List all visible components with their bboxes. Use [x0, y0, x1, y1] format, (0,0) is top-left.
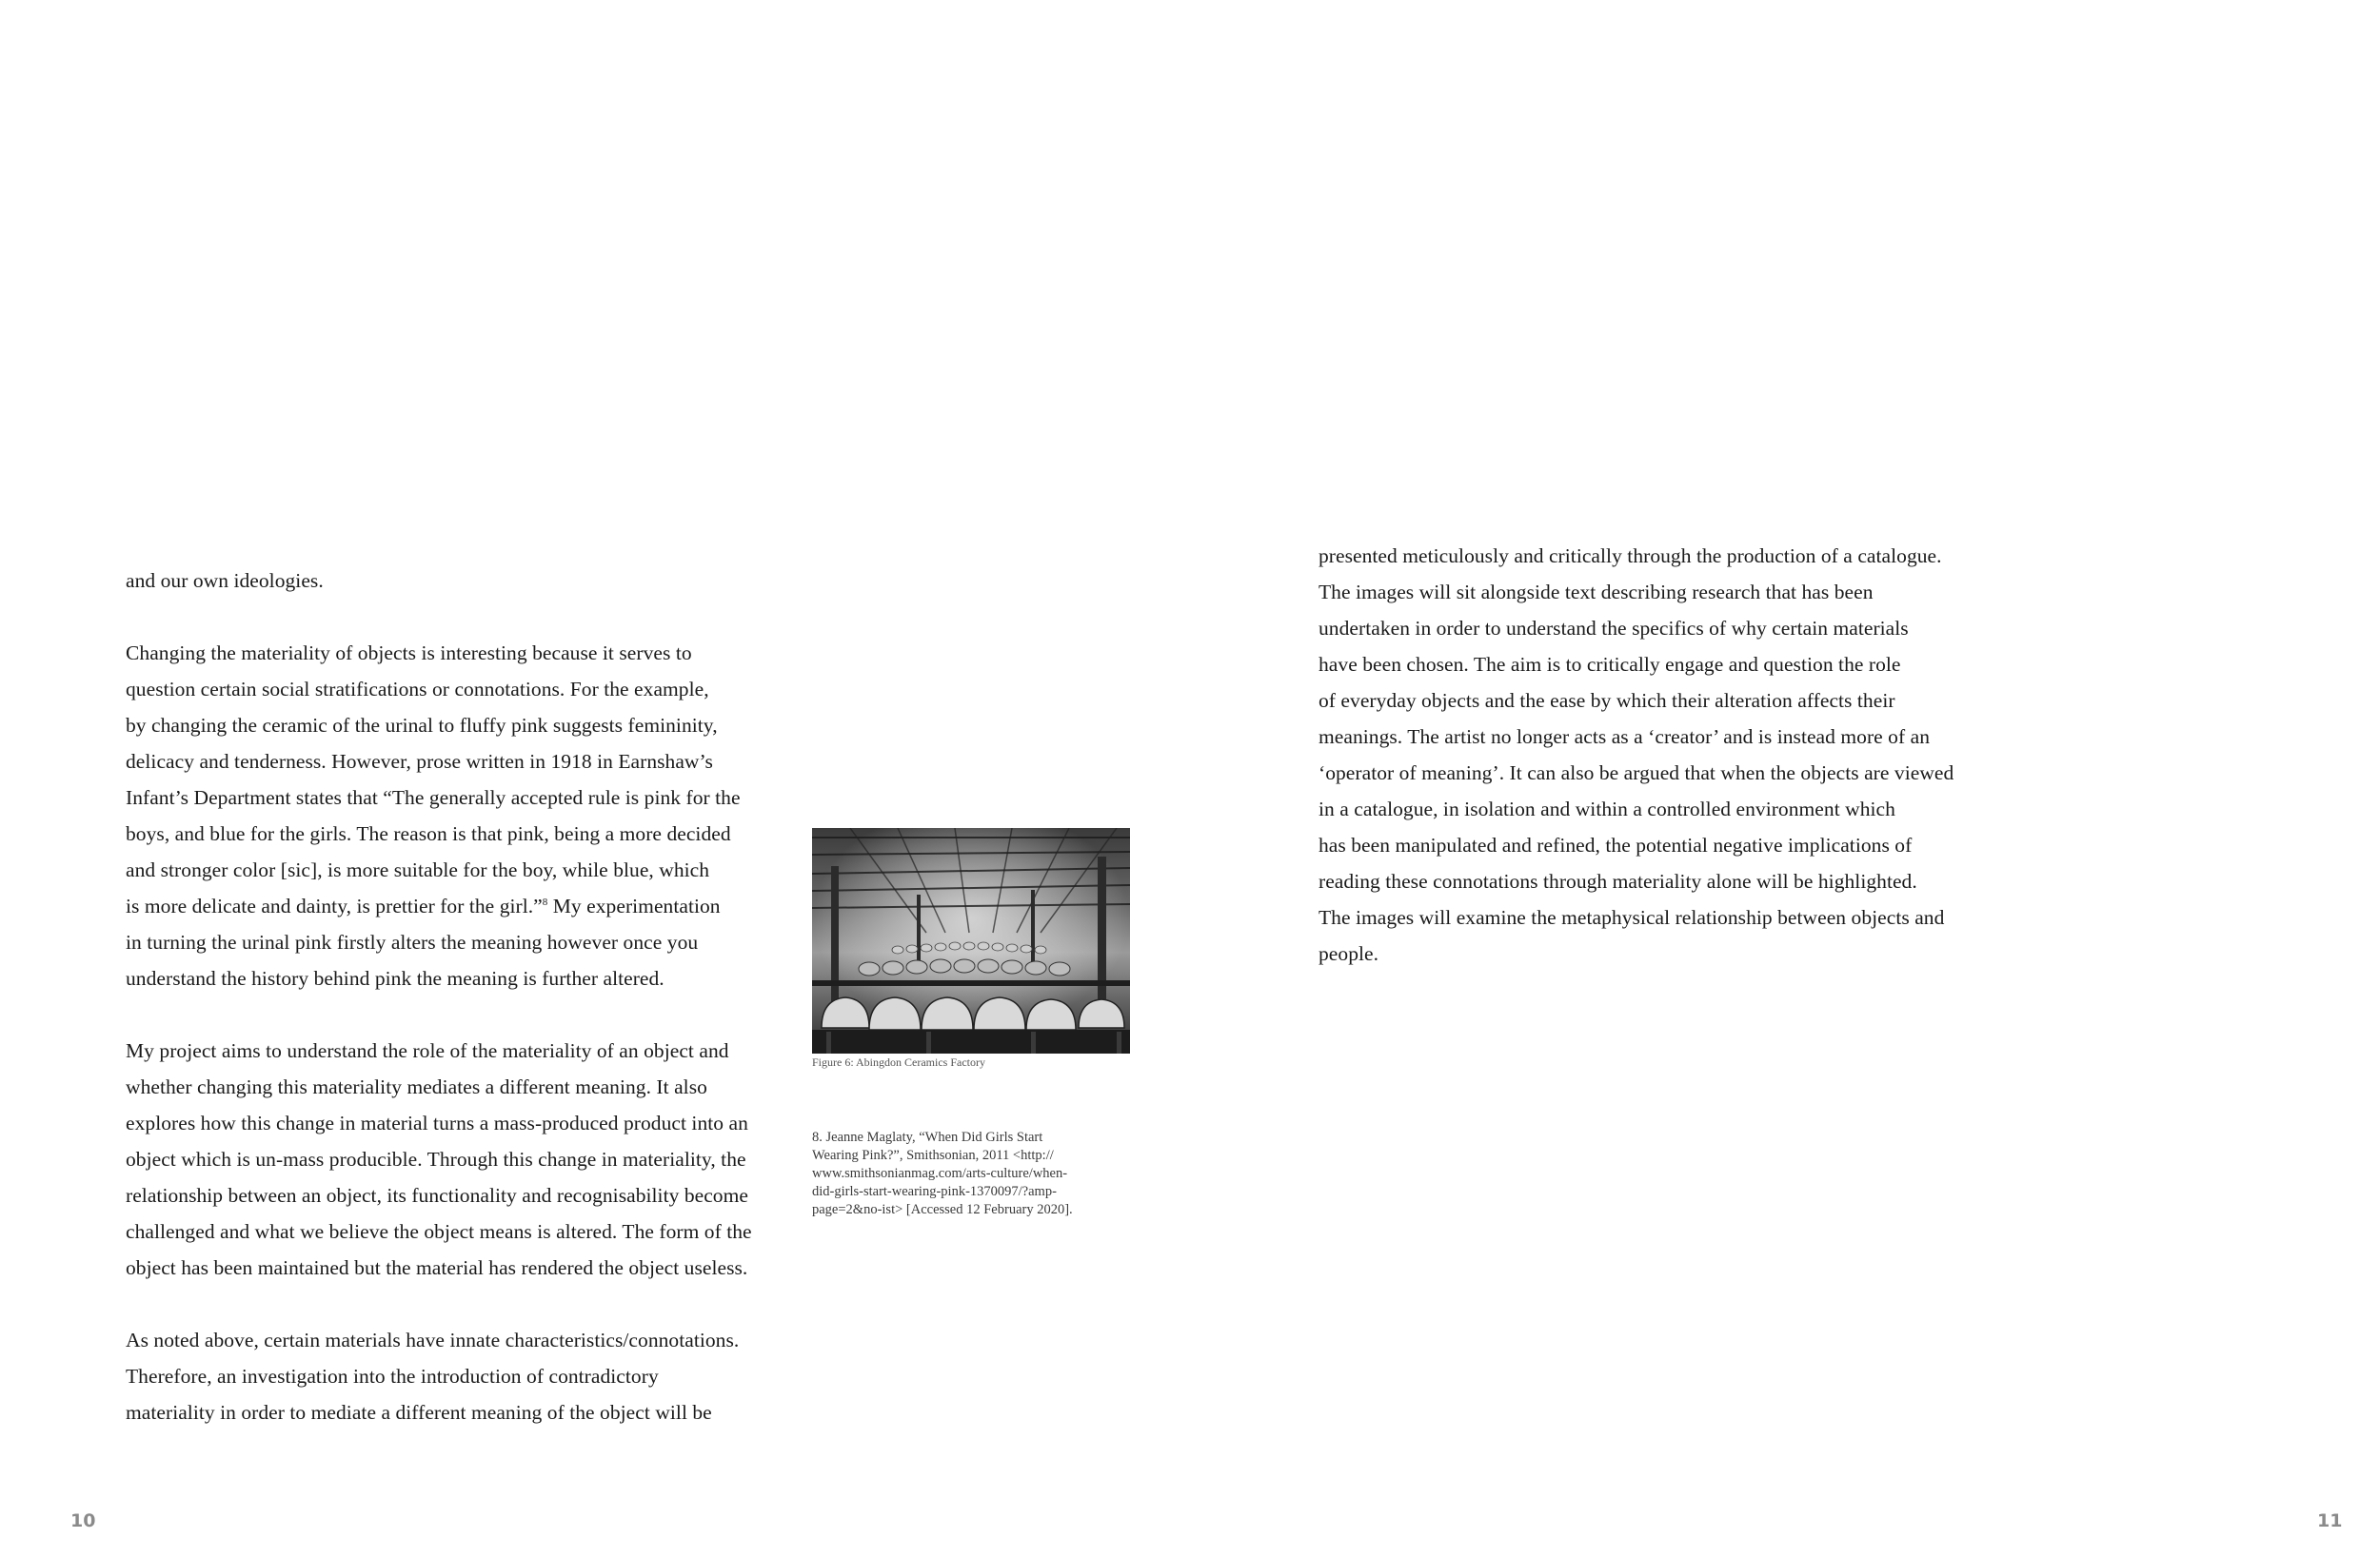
text-line: Therefore, an investigation into the introduction of contradictory: [126, 1365, 659, 1388]
text-line: As noted above, certain materials have innate characteristics/connotations.: [126, 1329, 740, 1351]
footnote-marker: 8: [542, 897, 548, 908]
footnote-line: 8. Jeanne Maglaty, “When Did Girls Start: [812, 1130, 1043, 1145]
text-line: explores how this change in material turns a mass-produced product into an: [126, 1112, 748, 1134]
factory-photo: [812, 828, 1130, 1054]
text-line: have been chosen. The aim is to critically engage and question the role: [1319, 653, 1901, 676]
figure-caption: Figure 6: Abingdon Ceramics Factory: [812, 1055, 985, 1069]
text-line: presented meticulously and critically through the production of a catalogue.: [1319, 544, 1942, 567]
text-line: has been manipulated and refined, the potential negative implications of: [1319, 834, 1913, 857]
page-number-left: 10: [70, 1510, 96, 1531]
text-line: whether changing this materiality mediates a different meaning. It also: [126, 1075, 707, 1098]
text-line: meanings. The artist no longer acts as a ‘creator’ and is instead more of an: [1319, 725, 1931, 748]
text-line: in turning the urinal pink firstly alters the meaning however once you: [126, 931, 699, 954]
footnote-line: did-girls-start-wearing-pink-1370097/?amp-: [812, 1184, 1057, 1199]
text-line-continuation: My experimentation: [547, 895, 721, 917]
text-line: undertaken in order to understand the specifics of why certain materials: [1319, 617, 1909, 640]
text-line: Infant’s Department states that “The generally accepted rule is pink for the: [126, 786, 741, 809]
footnote-line: www.smithsonianmag.com/arts-culture/when-: [812, 1166, 1068, 1181]
text-line: challenged and what we believe the object means is altered. The form of the: [126, 1220, 752, 1243]
footnote-line: page=2&no-ist> [Accessed 12 February 2020].: [812, 1202, 1073, 1217]
text-line: question certain social stratifications or connotations. For the example,: [126, 678, 709, 700]
text-line: and stronger color [sic], is more suitable for the boy, while blue, which: [126, 858, 710, 881]
text-line: relationship between an object, its functionality and recognisability become: [126, 1184, 748, 1207]
text-line: ‘operator of meaning’. It can also be argued that when the objects are viewed: [1319, 761, 1954, 784]
text-line: delicacy and tenderness. However, prose written in 1918 in Earnshaw’s: [126, 750, 713, 773]
text-line: in a catalogue, in isolation and within a controlled environment which: [1319, 798, 1895, 820]
text-line: is more delicate and dainty, is prettier for the girl.”: [126, 895, 543, 917]
text-line: and our own ideologies.: [126, 569, 324, 592]
text-line: object has been maintained but the material has rendered the object useless.: [126, 1256, 748, 1279]
text-line: The images will sit alongside text describing research that has been: [1319, 581, 1874, 603]
text-line: Changing the materiality of objects is interesting because it serves to: [126, 641, 692, 664]
text-line: object which is un-mass producible. Through this change in materiality, the: [126, 1148, 746, 1171]
left-text-column: [126, 562, 811, 1457]
text-line: of everyday objects and the ease by which their alteration affects their: [1319, 689, 1895, 712]
footnote-line: Wearing Pink?”, Smithsonian, 2011 <http://: [812, 1148, 1054, 1163]
text-line: The images will examine the metaphysical relationship between objects and: [1319, 906, 1945, 929]
footnote: [812, 1129, 1136, 1219]
text-line: materiality in order to mediate a different meaning of the object will be: [126, 1401, 712, 1424]
text-line: boys, and blue for the girls. The reason is that pink, being a more decided: [126, 822, 731, 845]
page-number-right: 11: [2317, 1510, 2343, 1531]
text-line: My project aims to understand the role of the materiality of an object and: [126, 1039, 729, 1062]
text-line-with-footnote: [126, 888, 721, 924]
right-text-column: [1319, 538, 2013, 995]
text-line: understand the history behind pink the meaning is further altered.: [126, 967, 664, 990]
text-line: by changing the ceramic of the urinal to fluffy pink suggests femininity,: [126, 714, 718, 737]
text-line: reading these connotations through materiality alone will be highlighted.: [1319, 870, 1917, 893]
text-line: people.: [1319, 942, 1379, 965]
